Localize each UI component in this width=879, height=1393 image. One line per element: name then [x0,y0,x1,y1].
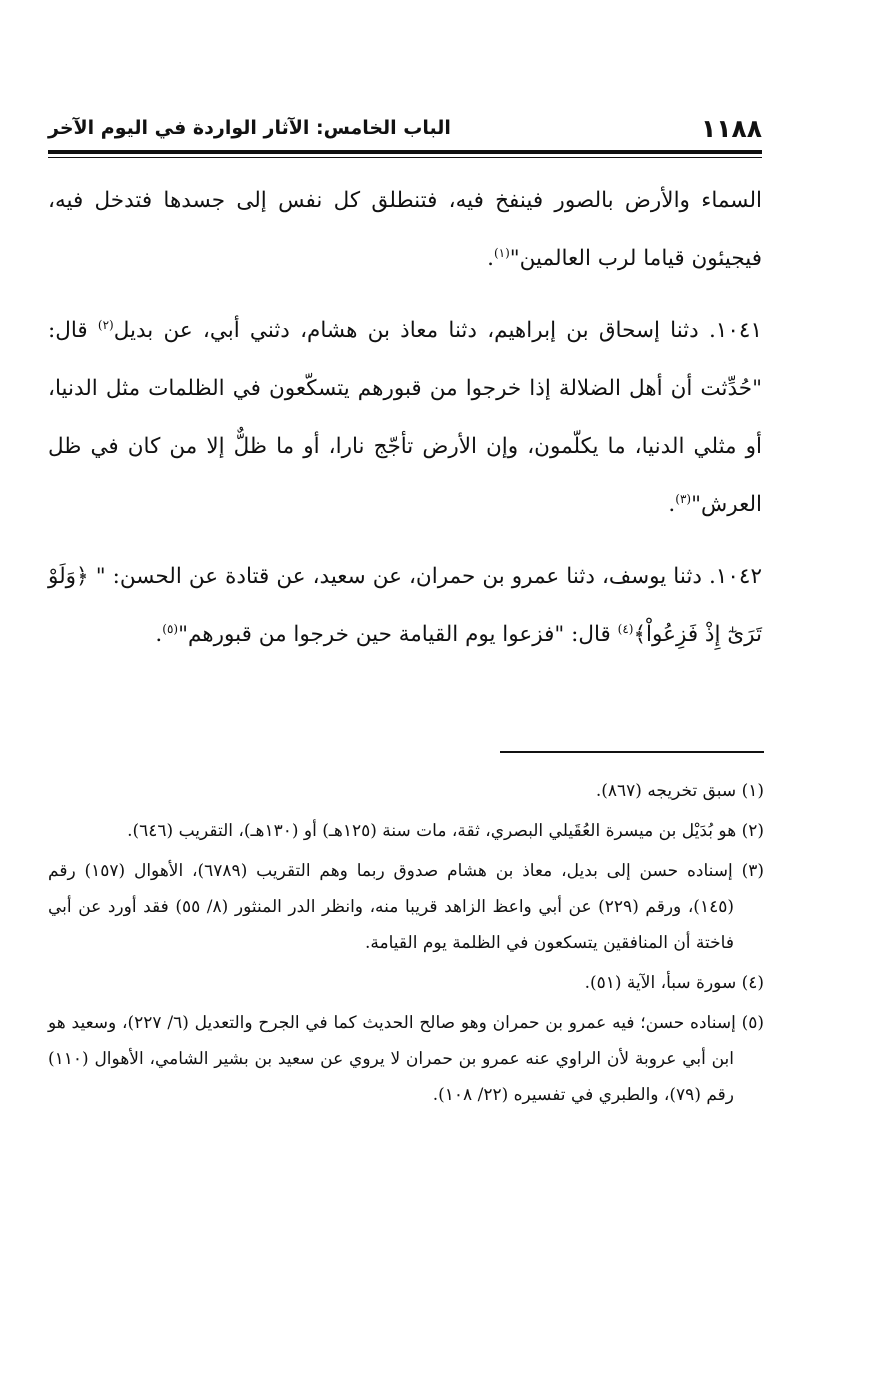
paragraph-continuation: السماء والأرض بالصور فينفخ فيه، فتنطلق كل نفس إلى جسدها فتدخل فيه، فيجيئون قياما لرب العالمين"$^{(١)}$. [48,188,762,271]
footnote-ref-2: (٢) [97,317,114,332]
page-number: ١١٨٨ [700,113,762,143]
header-rule-thin [48,157,762,158]
page-header [48,108,762,148]
running-title: الباب الخامس: الآثار الواردة في اليوم الآخر [48,117,451,139]
main-text [48,172,762,664]
footnote-3: (٣) إسناده حسن إلى بديل، معاذ بن هشام صدوق ربما وهم التقريب (٦٧٨٩)، الأهوال (١٥٧) رقم (١٤٥)، ورقم (٢٢٩) عن أبي واعظ الزاهد قريبا منه، وانظر الدر المنثور (٨/ ٥٥) فقد أورد عن أبي فاختة أن المنافقين يتسكعون في الظلمة يوم القيامة. [48,861,764,953]
footnotes [48,773,764,1117]
footnote-2: (٢) هو بُدَيْل بن ميسرة العُقَيلي البصري، ثقة، مات سنة (١٢٥هـ) أو (١٣٠هـ)، التقريب (٦٤٦). [127,821,764,841]
footnote-ref-3: (٣) [675,491,692,506]
paragraph-1042: ١٠٤٢. دثنا يوسف، دثنا عمرو بن حمران، عن سعيد، عن قتادة عن الحسن: " ﴿وَلَوْ تَرَىٰٓ إِذْ فَزِعُواْ﴾$^{(٤)}$ قال: "فزعوا يوم القيامة حين خرجوا من قبورهم"$^{(٥)}$. [48,564,762,647]
paragraph-1041: ١٠٤١. دثنا إسحاق بن إبراهيم، دثنا معاذ بن هشام، دثني أبي، عن بديل$^{(٢)}$ قال: "حُدِّثت أن أهل الضلالة إذا خرجوا من قبورهم يتسكّعون في الظلمات مثل الدنيا، أو مثلي الدنيا، ما يكلّمون، وإن الأرض تأجّج نارا، أو ما ظلٌّ إلا من كان في ظل العرش"$^{(٣)}$. [48,317,762,517]
footnote-ref-1: (١) [493,245,510,260]
footnote-separator [500,751,764,753]
header-rule-thick [48,150,762,154]
footnote-4: (٤) سورة سبأ، الآية (٥١). [584,973,764,993]
footnote-ref-4: (٤) [617,621,634,636]
footnote-1: (١) سبق تخريجه (٨٦٧). [595,781,764,801]
footnote-ref-5: (٥) [162,621,179,636]
footnote-5: (٥) إسناده حسن؛ فيه عمرو بن حمران وهو صالح الحديث كما في الجرح والتعديل (٦/ ٢٢٧)، وسعيد هو ابن أبي عروبة لأن الراوي عنه عمرو بن حمران لا يروي عن سعيد بن بشير الشامي، الأهوال (١١٠) رقم (٧٩)، والطبري في تفسيره (٢٢/ ١٠٨). [48,1013,764,1105]
